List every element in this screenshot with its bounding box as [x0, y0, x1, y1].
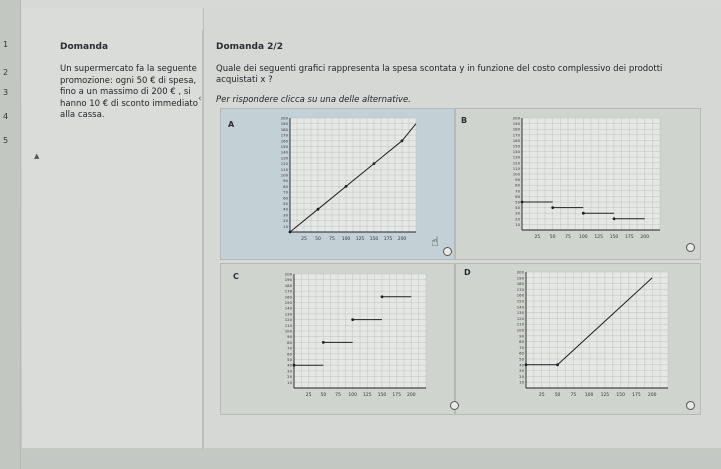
x-tick-label: 125	[363, 393, 372, 398]
x-tick-label: 200	[647, 393, 657, 398]
y-tick-label: 180	[284, 282, 292, 288]
x-tick-label: 50	[320, 393, 327, 398]
chart-c	[280, 268, 430, 402]
x-tick-label: 50	[549, 235, 556, 240]
y-tick-label: 90	[287, 334, 292, 340]
y-tick-label: 40	[287, 362, 292, 368]
chart-a	[276, 112, 420, 246]
data-point	[381, 295, 384, 298]
y-tick-label: 60	[283, 195, 288, 201]
y-tick-label: 20	[515, 216, 520, 222]
x-tick-label: 200	[397, 237, 407, 242]
x-tick-label: 75	[329, 237, 335, 242]
y-tick-label: 160	[284, 294, 292, 300]
y-tick-label: 70	[515, 188, 520, 194]
question-line-1: Quale dei seguenti grafici rappresenta la spesa scontata y in funzione del costo complessivo dei prodotti	[216, 64, 663, 74]
y-tick-label: 170	[516, 286, 524, 292]
y-tick-label: 30	[287, 368, 292, 374]
y-tick-label: 200	[516, 269, 524, 275]
context-line: hanno 10 € di sconto immediato	[60, 98, 198, 109]
x-tick-label: 75	[335, 393, 341, 398]
x-tick-label: 100	[579, 235, 588, 240]
y-tick-label: 190	[284, 277, 292, 283]
x-tick-label: 175	[632, 393, 641, 398]
y-tick-label: 110	[280, 166, 288, 172]
y-tick-label: 120	[280, 161, 288, 167]
y-tick-label: 150	[512, 143, 520, 149]
y-tick-label: 170	[512, 132, 520, 138]
y-tick-label: 60	[515, 193, 520, 199]
question-number[interactable]: 5	[3, 136, 9, 145]
x-tick-label: 150	[369, 237, 379, 242]
data-point	[373, 162, 376, 165]
data-point	[317, 208, 320, 211]
y-tick-label: 60	[519, 350, 524, 356]
x-tick-label: 100	[584, 393, 594, 398]
y-tick-label: 140	[280, 149, 288, 155]
option-a-radio[interactable]	[443, 247, 452, 256]
y-tick-label: 200	[512, 115, 520, 121]
y-tick-label: 20	[519, 373, 524, 379]
data-point	[556, 363, 559, 366]
y-tick-label: 200	[280, 115, 288, 121]
x-tick-label: 175	[625, 235, 634, 240]
y-tick-label: 80	[515, 182, 520, 188]
y-tick-label: 140	[512, 149, 520, 155]
x-tick-label: 25	[534, 235, 541, 240]
y-tick-label: 120	[516, 315, 524, 321]
y-tick-label: 50	[283, 201, 288, 206]
x-tick-label: 150	[616, 393, 625, 398]
context-text	[60, 64, 200, 122]
y-tick-label: 90	[515, 177, 520, 183]
y-tick-label: 100	[516, 327, 524, 333]
y-tick-label: 120	[284, 317, 292, 323]
y-tick-label: 160	[280, 138, 288, 144]
pointer-hand-icon: ☝	[431, 235, 439, 250]
x-tick-label: 125	[594, 235, 603, 240]
y-tick-label: 130	[284, 311, 292, 317]
y-tick-label: 60	[287, 351, 292, 357]
data-point	[521, 201, 524, 204]
y-tick-label: 80	[283, 183, 288, 189]
y-tick-label: 70	[287, 345, 292, 351]
question-line-2: acquistati x ?	[216, 75, 273, 85]
x-tick-label: 25	[301, 237, 307, 242]
instruction-text: Per rispondere clicca su una delle alternative.	[216, 95, 411, 105]
option-b-letter: B	[461, 116, 468, 125]
y-tick-label: 30	[283, 212, 288, 218]
x-tick-label: 150	[377, 393, 387, 398]
option-a-letter: A	[228, 120, 235, 129]
y-tick-label: 20	[283, 218, 288, 224]
panel-divider	[202, 30, 203, 450]
y-tick-label: 110	[516, 321, 524, 327]
question-number[interactable]: 4	[3, 112, 9, 121]
caret-up-icon: ▲	[34, 152, 40, 160]
y-tick-label: 40	[283, 206, 288, 212]
x-tick-label: 75	[570, 393, 577, 398]
y-tick-label: 80	[287, 339, 292, 345]
y-tick-label: 10	[287, 379, 292, 385]
y-tick-label: 200	[284, 271, 292, 277]
context-line: promozione: ogni 50 € di spesa,	[60, 75, 197, 86]
y-tick-label: 130	[516, 310, 524, 316]
context-line: fino a un massimo di 200 € , si	[60, 87, 191, 97]
y-tick-label: 80	[519, 339, 524, 345]
y-tick-label: 190	[512, 121, 520, 127]
y-tick-label: 10	[283, 223, 288, 229]
y-tick-label: 90	[283, 178, 288, 184]
x-tick-label: 200	[640, 235, 649, 240]
y-tick-label: 40	[519, 362, 524, 368]
data-point	[525, 363, 528, 366]
data-point	[289, 231, 292, 234]
y-tick-label: 120	[512, 160, 520, 166]
y-tick-label: 50	[287, 357, 292, 362]
chart-b	[508, 112, 664, 244]
data-point	[551, 206, 554, 209]
collapse-chevron-icon[interactable]: ‹	[198, 94, 202, 104]
y-tick-label: 100	[512, 171, 520, 177]
data-point	[582, 212, 585, 215]
x-tick-label: 50	[554, 393, 561, 398]
chart-d	[512, 266, 672, 402]
context-line: Un supermercato fa la seguente	[60, 64, 197, 74]
y-tick-label: 190	[280, 121, 288, 127]
y-tick-label: 90	[519, 333, 524, 339]
x-tick-label: 25	[538, 393, 545, 398]
y-tick-label: 150	[516, 298, 524, 304]
x-tick-label: 200	[407, 393, 416, 398]
y-tick-label: 150	[284, 300, 292, 305]
y-tick-label: 140	[284, 305, 292, 311]
data-point	[322, 341, 325, 344]
y-tick-label: 110	[512, 165, 520, 171]
option-c-letter: C	[233, 272, 239, 281]
question-number[interactable]: 2	[3, 68, 9, 77]
y-tick-label: 170	[284, 288, 292, 294]
option-b-radio[interactable]	[686, 243, 695, 252]
y-tick-label: 40	[515, 205, 520, 211]
y-tick-label: 70	[283, 189, 288, 195]
x-tick-label: 125	[355, 237, 365, 242]
option-d-radio[interactable]	[686, 401, 695, 410]
question-number[interactable]: 3	[3, 88, 9, 97]
y-tick-label: 160	[516, 292, 524, 298]
y-tick-label: 20	[287, 374, 292, 380]
y-tick-label: 10	[515, 221, 520, 227]
option-d-letter: D	[464, 268, 471, 277]
data-point	[293, 364, 296, 367]
y-tick-label: 160	[512, 137, 520, 143]
data-point	[345, 185, 348, 188]
x-tick-label: 175	[383, 237, 393, 242]
y-tick-label: 30	[515, 210, 520, 216]
y-tick-label: 180	[512, 126, 520, 132]
question-title: Domanda 2/2	[216, 42, 283, 52]
y-tick-label: 50	[519, 356, 524, 362]
x-tick-label: 75	[565, 235, 571, 240]
y-tick-label: 190	[516, 275, 524, 281]
y-tick-label: 150	[280, 144, 288, 149]
context-line: alla cassa.	[60, 110, 105, 120]
data-point	[401, 139, 404, 142]
question-number-strip	[0, 0, 21, 469]
x-tick-label: 100	[341, 237, 351, 242]
y-tick-label: 130	[512, 154, 520, 160]
x-tick-label: 125	[600, 393, 610, 398]
question-number[interactable]: 1	[3, 40, 9, 49]
y-tick-label: 130	[280, 155, 288, 161]
x-tick-label: 25	[305, 393, 312, 398]
y-tick-label: 140	[516, 304, 524, 310]
option-c-radio[interactable]	[450, 401, 459, 410]
y-tick-label: 110	[284, 322, 292, 328]
context-title: Domanda	[60, 42, 109, 52]
y-tick-label: 170	[280, 132, 288, 138]
y-tick-label: 50	[515, 199, 520, 205]
y-tick-label: 100	[280, 172, 288, 178]
y-tick-label: 10	[519, 379, 524, 385]
y-tick-label: 100	[284, 328, 292, 334]
y-tick-label: 70	[519, 344, 524, 350]
y-tick-label: 180	[280, 126, 288, 132]
y-tick-label: 180	[516, 281, 524, 287]
data-point	[351, 318, 354, 321]
x-tick-label: 50	[315, 237, 321, 242]
x-tick-label: 100	[348, 393, 357, 398]
x-tick-label: 150	[609, 235, 619, 240]
data-point	[613, 217, 616, 220]
y-tick-label: 30	[519, 368, 524, 374]
x-tick-label: 175	[392, 393, 401, 398]
